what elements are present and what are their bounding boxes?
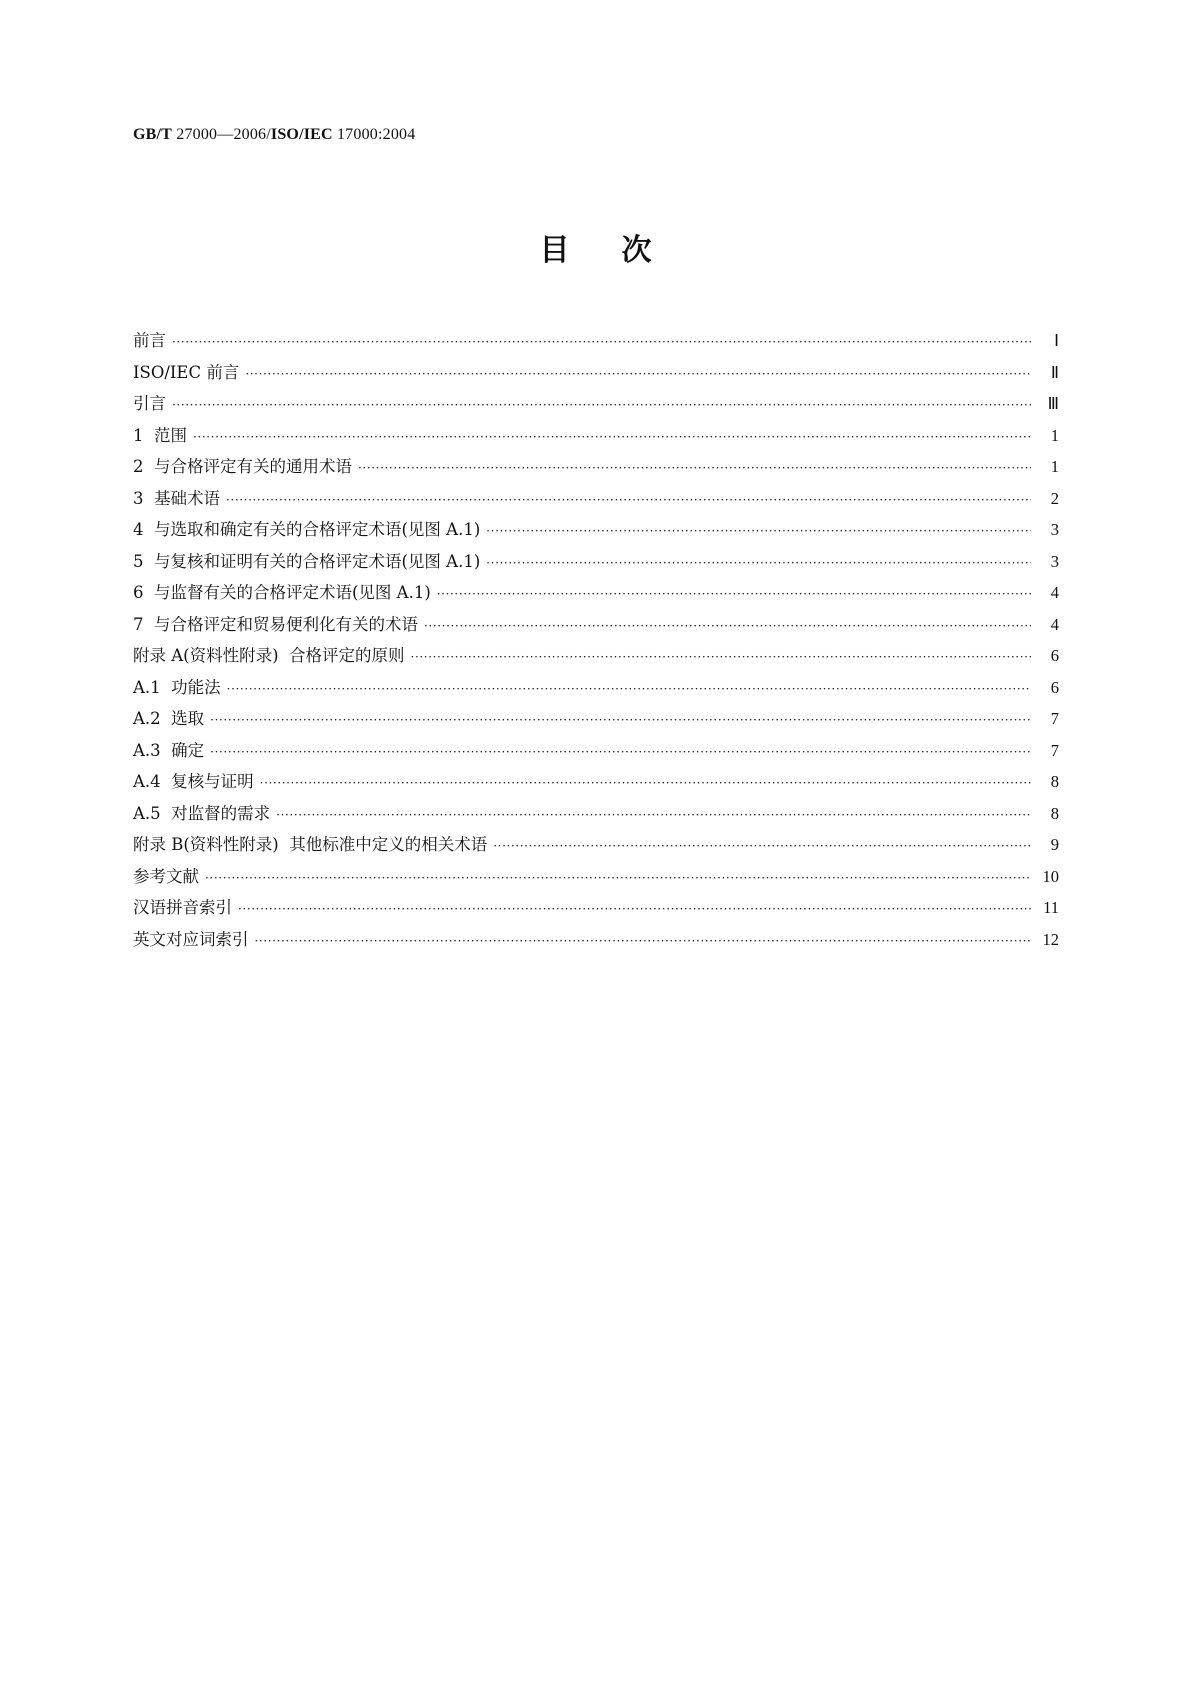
toc-entry[interactable]	[133, 359, 1059, 391]
toc-entry-label: 6 与监督有关的合格评定术语(见图 A.1)	[133, 583, 431, 602]
toc-entry[interactable]	[133, 579, 1059, 611]
dot-leader	[172, 398, 1031, 412]
toc-entry-page: 10	[1042, 866, 1059, 886]
dot-leader	[205, 871, 1031, 885]
toc-entry-label: A.1 功能法	[133, 677, 221, 697]
toc-entry-label: ISO/IEC 前言	[133, 362, 240, 382]
toc-entry-label: 汉语拼音索引	[133, 898, 232, 917]
toc-entry-page: 7	[1050, 740, 1059, 760]
toc-entry-page: 4	[1050, 583, 1059, 602]
toc-entry-page: 8	[1050, 772, 1059, 791]
toc-entry-page: 1	[1050, 425, 1059, 445]
dot-leader	[486, 524, 1031, 538]
toc-entry-page: 12	[1042, 929, 1059, 949]
toc-entry[interactable]	[133, 926, 1059, 958]
toc-entry[interactable]	[133, 642, 1059, 674]
toc-entry-page: Ⅰ	[1054, 331, 1059, 350]
dot-leader	[260, 776, 1031, 790]
toc-entry-label: A.5 对监督的需求	[133, 803, 271, 823]
toc-entry[interactable]	[133, 863, 1059, 895]
toc-entry-label: 参考文献	[133, 866, 199, 886]
toc-entry-label: 英文对应词索引	[133, 929, 249, 949]
toc-entry-page: Ⅱ	[1050, 362, 1059, 382]
toc-entry-page: 8	[1050, 803, 1059, 823]
toc-entry[interactable]	[133, 831, 1059, 863]
dot-leader	[172, 335, 1031, 349]
toc-entry-label: 1 范围	[133, 425, 187, 445]
dot-leader	[358, 461, 1031, 475]
toc-entry[interactable]	[133, 453, 1059, 485]
toc-entry-page: 4	[1050, 614, 1059, 634]
toc-entry-page: 3	[1050, 551, 1059, 571]
dot-leader	[227, 682, 1031, 696]
dot-leader	[493, 839, 1031, 853]
toc-entry-page: 3	[1050, 520, 1059, 539]
toc-entry-label: 4 与选取和确定有关的合格评定术语(见图 A.1)	[133, 520, 481, 539]
toc-entry-page: 9	[1050, 835, 1059, 854]
dot-leader	[486, 556, 1031, 570]
toc-entry-label: A.3 确定	[133, 740, 205, 760]
standard-number	[133, 126, 415, 144]
toc-entry-label: 附录 A(资料性附录) 合格评定的原则	[133, 646, 405, 665]
toc-entry[interactable]	[133, 674, 1059, 706]
toc-entry-label: A.4 复核与证明	[133, 772, 254, 791]
toc-entry[interactable]	[133, 737, 1059, 769]
table-of-contents	[133, 327, 1059, 957]
toc-entry[interactable]	[133, 800, 1059, 832]
toc-entry-page: 11	[1043, 898, 1059, 917]
toc-entry[interactable]	[133, 768, 1059, 800]
dot-leader	[226, 493, 1031, 507]
toc-entry[interactable]	[133, 516, 1059, 548]
dot-leader	[245, 367, 1031, 381]
toc-entry[interactable]	[133, 611, 1059, 643]
dot-leader	[210, 713, 1031, 727]
toc-entry-label: 3 基础术语	[133, 488, 220, 508]
standard-iso-number: 17000:2004	[336, 126, 416, 143]
toc-entry-label: 7 与合格评定和贸易便利化有关的术语	[133, 614, 418, 634]
toc-entry-label: 5 与复核和证明有关的合格评定术语(见图 A.1)	[133, 551, 481, 571]
dot-leader	[411, 650, 1031, 664]
toc-entry-page: 6	[1050, 677, 1059, 697]
dot-leader	[424, 619, 1031, 633]
toc-entry[interactable]	[133, 422, 1059, 454]
standard-gb-number: 27000—2006/	[176, 126, 271, 143]
toc-entry-page: 7	[1050, 709, 1059, 728]
toc-entry-page: Ⅲ	[1047, 394, 1059, 413]
toc-entry[interactable]	[133, 390, 1059, 422]
dot-leader	[437, 587, 1031, 601]
toc-entry-label: A.2 选取	[133, 709, 205, 728]
toc-entry[interactable]	[133, 705, 1059, 737]
toc-entry[interactable]	[133, 548, 1059, 580]
dot-leader	[238, 902, 1031, 916]
dot-leader	[276, 808, 1031, 822]
dot-leader	[193, 430, 1031, 444]
toc-entry[interactable]	[133, 327, 1059, 359]
toc-entry-label: 前言	[133, 331, 166, 350]
toc-entry-label: 引言	[133, 394, 166, 413]
toc-entry-page: 6	[1050, 646, 1059, 665]
dot-leader	[210, 745, 1031, 759]
toc-entry[interactable]	[133, 485, 1059, 517]
toc-entry-page: 2	[1050, 488, 1059, 508]
page-title: 目次	[539, 233, 704, 268]
standard-iso-prefix: ISO/IEC	[270, 126, 333, 143]
toc-entry[interactable]	[133, 894, 1059, 926]
standard-gb-prefix: GB/T	[133, 126, 173, 143]
toc-entry-page: 1	[1050, 457, 1059, 476]
toc-entry-label: 2 与合格评定有关的通用术语	[133, 457, 352, 476]
toc-entry-label: 附录 B(资料性附录) 其他标准中定义的相关术语	[133, 835, 488, 854]
dot-leader	[255, 934, 1032, 948]
